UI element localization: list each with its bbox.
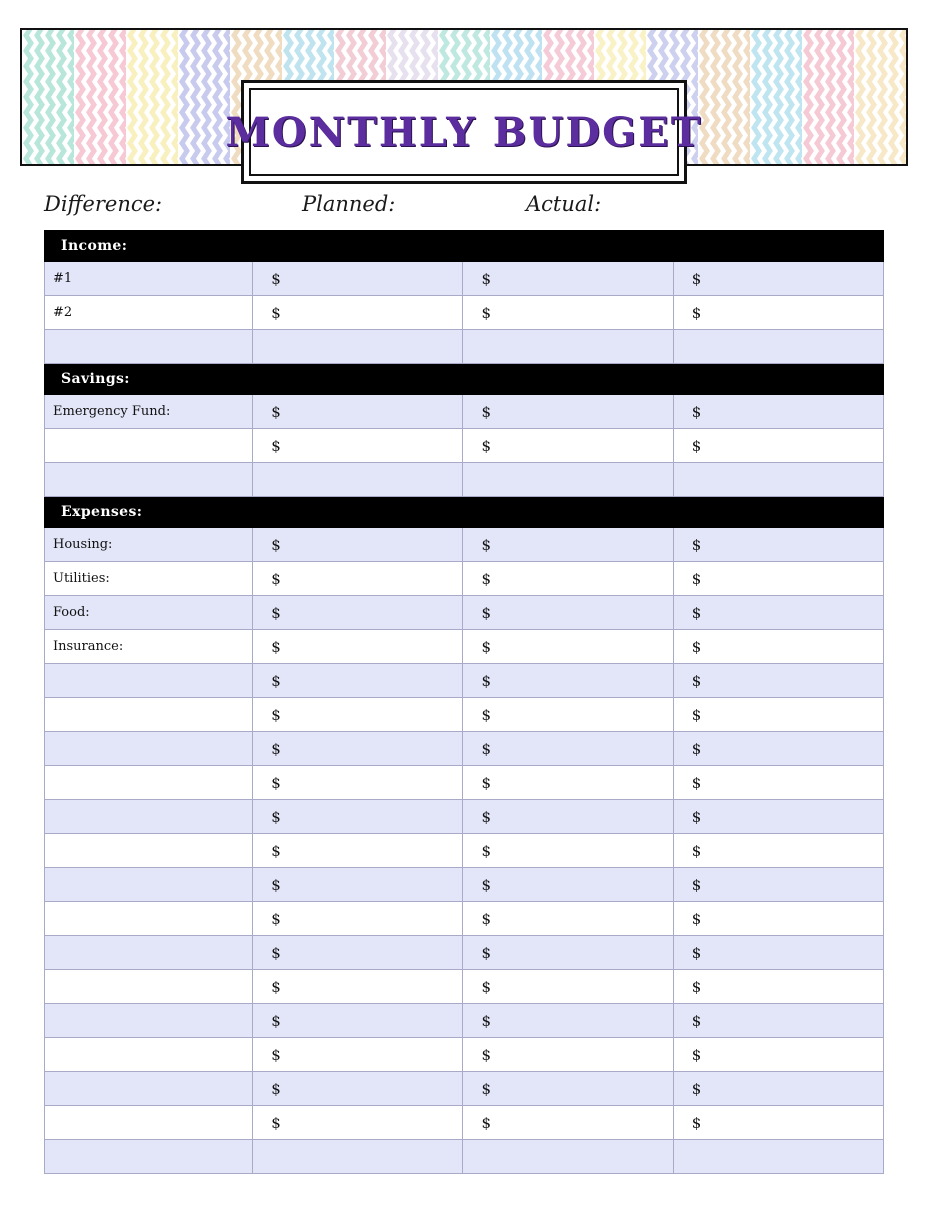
amount-cell-planned[interactable] — [253, 698, 463, 732]
section-header-cell-planned — [253, 231, 463, 262]
currency-symbol: $ — [481, 1079, 492, 1098]
section-header-cell-actual — [463, 497, 673, 528]
amount-cell-actual[interactable] — [463, 902, 673, 936]
row-label-cell[interactable] — [45, 834, 253, 868]
amount-cell-difference[interactable] — [673, 698, 883, 732]
currency-symbol: $ — [481, 1011, 492, 1030]
row-label-cell[interactable] — [45, 1038, 253, 1072]
amount-cell-difference[interactable] — [673, 970, 883, 1004]
amount-cell-difference[interactable] — [673, 1106, 883, 1140]
amount-cell-difference[interactable] — [673, 630, 883, 664]
currency-symbol: $ — [481, 875, 492, 894]
amount-cell-actual[interactable] — [463, 970, 673, 1004]
column-caption-planned: Planned: — [302, 192, 396, 216]
amount-cell-planned[interactable] — [253, 330, 463, 364]
section-header-label: Savings: — [45, 364, 253, 395]
currency-symbol: $ — [691, 1079, 702, 1098]
amount-cell-actual[interactable] — [463, 429, 673, 463]
row-label-cell[interactable] — [45, 902, 253, 936]
table-row — [45, 902, 884, 936]
currency-symbol: $ — [271, 1079, 281, 1098]
amount-cell-actual[interactable] — [463, 562, 673, 596]
table-row — [45, 463, 884, 497]
currency-symbol: $ — [481, 773, 492, 792]
amount-cell-actual[interactable] — [463, 463, 673, 497]
currency-symbol: $ — [271, 436, 281, 455]
row-label-cell[interactable]: Insurance: — [45, 630, 253, 664]
amount-cell-planned[interactable] — [253, 664, 463, 698]
amount-cell-actual[interactable] — [463, 800, 673, 834]
row-label-cell[interactable] — [45, 1004, 253, 1038]
amount-cell-planned[interactable] — [253, 1004, 463, 1038]
currency-symbol: $ — [691, 671, 702, 690]
currency-symbol: $ — [691, 402, 702, 421]
table-row — [45, 429, 884, 463]
table-row — [45, 970, 884, 1004]
currency-symbol: $ — [481, 909, 492, 928]
amount-cell-difference[interactable] — [673, 429, 883, 463]
amount-cell-actual[interactable] — [463, 698, 673, 732]
page-title: MONTHLY BUDGET — [225, 108, 703, 156]
row-label-cell[interactable] — [45, 463, 253, 497]
row-label-cell[interactable] — [45, 429, 253, 463]
banner-stripe — [74, 30, 126, 164]
banner-stripe — [698, 30, 750, 164]
amount-cell-difference[interactable] — [673, 262, 883, 296]
amount-cell-actual[interactable] — [463, 296, 673, 330]
currency-symbol: $ — [271, 637, 281, 656]
currency-symbol: $ — [481, 739, 492, 758]
amount-cell-planned[interactable] — [253, 970, 463, 1004]
amount-cell-planned[interactable] — [253, 868, 463, 902]
row-label-cell[interactable] — [45, 800, 253, 834]
currency-symbol: $ — [691, 807, 702, 826]
column-caption-actual: Actual: — [526, 192, 602, 216]
currency-symbol: $ — [691, 977, 702, 996]
currency-symbol: $ — [481, 303, 492, 322]
currency-symbol: $ — [481, 535, 492, 554]
currency-symbol: $ — [691, 569, 702, 588]
chevron-pattern-icon — [74, 28, 126, 166]
amount-cell-planned[interactable] — [253, 834, 463, 868]
currency-symbol: $ — [481, 569, 492, 588]
currency-symbol: $ — [691, 603, 702, 622]
currency-symbol: $ — [271, 1113, 281, 1132]
currency-symbol: $ — [481, 807, 492, 826]
table-row — [45, 1038, 884, 1072]
section-header-cell-actual — [463, 231, 673, 262]
row-label-cell[interactable] — [45, 970, 253, 1004]
currency-symbol: $ — [691, 637, 702, 656]
currency-symbol: $ — [271, 402, 281, 421]
row-label-cell[interactable]: Emergency Fund: — [45, 395, 253, 429]
row-label-cell[interactable] — [45, 732, 253, 766]
section-header-row — [45, 497, 884, 528]
chevron-pattern-icon — [126, 28, 178, 166]
row-label-cell[interactable]: Utilities: — [45, 562, 253, 596]
amount-cell-planned[interactable] — [253, 463, 463, 497]
amount-cell-planned[interactable] — [253, 1106, 463, 1140]
currency-symbol: $ — [481, 436, 492, 455]
table-row — [45, 1140, 884, 1174]
amount-cell-difference[interactable] — [673, 1140, 883, 1174]
currency-symbol: $ — [691, 841, 702, 860]
row-label-cell[interactable]: #2 — [45, 296, 253, 330]
row-label-cell[interactable]: Food: — [45, 596, 253, 630]
section-header-label: Expenses: — [45, 497, 253, 528]
table-row — [45, 868, 884, 902]
currency-symbol: $ — [691, 303, 702, 322]
amount-cell-actual[interactable] — [463, 630, 673, 664]
banner-stripe — [178, 30, 230, 164]
currency-symbol: $ — [271, 909, 281, 928]
amount-cell-planned[interactable] — [253, 262, 463, 296]
amount-cell-difference[interactable] — [673, 664, 883, 698]
currency-symbol: $ — [691, 739, 702, 758]
table-row — [45, 834, 884, 868]
currency-symbol: $ — [481, 637, 492, 656]
amount-cell-actual[interactable] — [463, 732, 673, 766]
title-plate-inner-border — [225, 88, 703, 176]
amount-cell-difference[interactable] — [673, 834, 883, 868]
currency-symbol: $ — [481, 671, 492, 690]
currency-symbol: $ — [271, 535, 281, 554]
currency-symbol: $ — [481, 705, 492, 724]
table-row — [45, 1072, 884, 1106]
currency-symbol: $ — [691, 773, 702, 792]
currency-symbol: $ — [271, 1045, 281, 1064]
section-header-cell-difference — [673, 231, 883, 262]
currency-symbol: $ — [691, 909, 702, 928]
table-row — [45, 664, 884, 698]
amount-cell-actual[interactable] — [463, 1004, 673, 1038]
table-row — [45, 395, 884, 429]
amount-cell-actual[interactable] — [463, 834, 673, 868]
currency-symbol: $ — [481, 402, 492, 421]
amount-cell-actual[interactable] — [463, 1072, 673, 1106]
amount-cell-actual[interactable] — [463, 1106, 673, 1140]
chevron-pattern-icon — [698, 28, 750, 166]
amount-cell-planned[interactable] — [253, 800, 463, 834]
currency-symbol: $ — [271, 943, 281, 962]
amount-cell-difference[interactable] — [673, 1072, 883, 1106]
amount-cell-actual[interactable] — [463, 1140, 673, 1174]
currency-symbol: $ — [271, 875, 281, 894]
chevron-pattern-icon — [178, 28, 230, 166]
section-header-label: Income: — [45, 231, 253, 262]
amount-cell-planned[interactable] — [253, 902, 463, 936]
amount-cell-actual[interactable] — [463, 868, 673, 902]
amount-cell-difference[interactable] — [673, 596, 883, 630]
currency-symbol: $ — [691, 943, 702, 962]
amount-cell-planned[interactable] — [253, 1140, 463, 1174]
amount-cell-difference[interactable] — [673, 562, 883, 596]
table-row — [45, 528, 884, 562]
row-label-cell[interactable] — [45, 664, 253, 698]
banner-stripe — [126, 30, 178, 164]
amount-cell-actual[interactable] — [463, 664, 673, 698]
currency-symbol: $ — [481, 603, 492, 622]
currency-symbol: $ — [691, 1045, 702, 1064]
chevron-pattern-icon — [854, 28, 906, 166]
amount-cell-difference[interactable] — [673, 732, 883, 766]
amount-cell-difference[interactable] — [673, 296, 883, 330]
amount-cell-actual[interactable] — [463, 262, 673, 296]
section-header-cell-difference — [673, 497, 883, 528]
row-label-cell[interactable] — [45, 1106, 253, 1140]
amount-cell-actual[interactable] — [463, 395, 673, 429]
table-row — [45, 1004, 884, 1038]
currency-symbol: $ — [691, 705, 702, 724]
currency-symbol: $ — [271, 303, 281, 322]
section-header-cell-planned — [253, 364, 463, 395]
currency-symbol: $ — [271, 773, 281, 792]
amount-cell-difference[interactable] — [673, 330, 883, 364]
row-label-cell[interactable]: Housing: — [45, 528, 253, 562]
chevron-pattern-icon — [750, 28, 802, 166]
currency-symbol: $ — [481, 269, 492, 288]
amount-cell-planned[interactable] — [253, 429, 463, 463]
amount-cell-difference[interactable] — [673, 1038, 883, 1072]
amount-cell-planned[interactable] — [253, 562, 463, 596]
amount-cell-difference[interactable] — [673, 528, 883, 562]
currency-symbol: $ — [691, 1113, 702, 1132]
amount-cell-difference[interactable] — [673, 902, 883, 936]
table-row — [45, 596, 884, 630]
table-row — [45, 330, 884, 364]
amount-cell-actual[interactable] — [463, 528, 673, 562]
currency-symbol: $ — [691, 436, 702, 455]
table-row — [45, 766, 884, 800]
amount-cell-difference[interactable] — [673, 1004, 883, 1038]
banner-stripe — [854, 30, 906, 164]
currency-symbol: $ — [691, 535, 702, 554]
column-captions — [44, 192, 884, 228]
row-label-cell[interactable] — [45, 1072, 253, 1106]
table-row — [45, 800, 884, 834]
amount-cell-planned[interactable] — [253, 596, 463, 630]
amount-cell-actual[interactable] — [463, 936, 673, 970]
banner-stripe — [750, 30, 802, 164]
amount-cell-difference[interactable] — [673, 463, 883, 497]
currency-symbol: $ — [691, 875, 702, 894]
section-header-cell-planned — [253, 497, 463, 528]
column-caption-difference: Difference: — [44, 192, 163, 216]
table-row — [45, 562, 884, 596]
amount-cell-difference[interactable] — [673, 800, 883, 834]
budget-table — [44, 230, 884, 1174]
amount-cell-difference[interactable] — [673, 868, 883, 902]
amount-cell-difference[interactable] — [673, 766, 883, 800]
table-row — [45, 1106, 884, 1140]
currency-symbol: $ — [691, 269, 702, 288]
row-label-cell[interactable] — [45, 330, 253, 364]
amount-cell-planned[interactable] — [253, 395, 463, 429]
chevron-pattern-icon — [22, 28, 74, 166]
row-label-cell[interactable]: #1 — [45, 262, 253, 296]
title-plate — [225, 80, 703, 184]
table-row — [45, 936, 884, 970]
section-header-cell-difference — [673, 364, 883, 395]
currency-symbol: $ — [271, 841, 281, 860]
chevron-pattern-icon — [802, 28, 854, 166]
amount-cell-planned[interactable] — [253, 732, 463, 766]
amount-cell-planned[interactable] — [253, 528, 463, 562]
amount-cell-planned[interactable] — [253, 766, 463, 800]
amount-cell-actual[interactable] — [463, 330, 673, 364]
amount-cell-actual[interactable] — [463, 1038, 673, 1072]
currency-symbol: $ — [271, 569, 281, 588]
row-label-cell[interactable] — [45, 1140, 253, 1174]
row-label-cell[interactable] — [45, 698, 253, 732]
amount-cell-actual[interactable] — [463, 766, 673, 800]
amount-cell-planned[interactable] — [253, 1038, 463, 1072]
currency-symbol: $ — [691, 1011, 702, 1030]
row-label-cell[interactable] — [45, 868, 253, 902]
currency-symbol: $ — [271, 269, 281, 288]
currency-symbol: $ — [481, 841, 492, 860]
amount-cell-actual[interactable] — [463, 596, 673, 630]
table-row — [45, 296, 884, 330]
currency-symbol: $ — [481, 1113, 492, 1132]
table-row — [45, 262, 884, 296]
currency-symbol: $ — [271, 603, 281, 622]
row-label-cell[interactable] — [45, 766, 253, 800]
table-row — [45, 698, 884, 732]
currency-symbol: $ — [481, 977, 492, 996]
currency-symbol: $ — [271, 705, 281, 724]
currency-symbol: $ — [271, 977, 281, 996]
section-header-row — [45, 231, 884, 262]
currency-symbol: $ — [271, 1011, 281, 1030]
amount-cell-difference[interactable] — [673, 395, 883, 429]
amount-cell-planned[interactable] — [253, 1072, 463, 1106]
section-header-row — [45, 364, 884, 395]
table-row — [45, 732, 884, 766]
amount-cell-planned[interactable] — [253, 630, 463, 664]
banner-stripe — [802, 30, 854, 164]
amount-cell-planned[interactable] — [253, 296, 463, 330]
section-header-cell-actual — [463, 364, 673, 395]
currency-symbol: $ — [271, 671, 281, 690]
currency-symbol: $ — [271, 739, 281, 758]
amount-cell-difference[interactable] — [673, 936, 883, 970]
currency-symbol: $ — [481, 1045, 492, 1064]
currency-symbol: $ — [481, 943, 492, 962]
currency-symbol: $ — [271, 807, 281, 826]
row-label-cell[interactable] — [45, 936, 253, 970]
table-row — [45, 630, 884, 664]
banner-stripe — [22, 30, 74, 164]
amount-cell-planned[interactable] — [253, 936, 463, 970]
